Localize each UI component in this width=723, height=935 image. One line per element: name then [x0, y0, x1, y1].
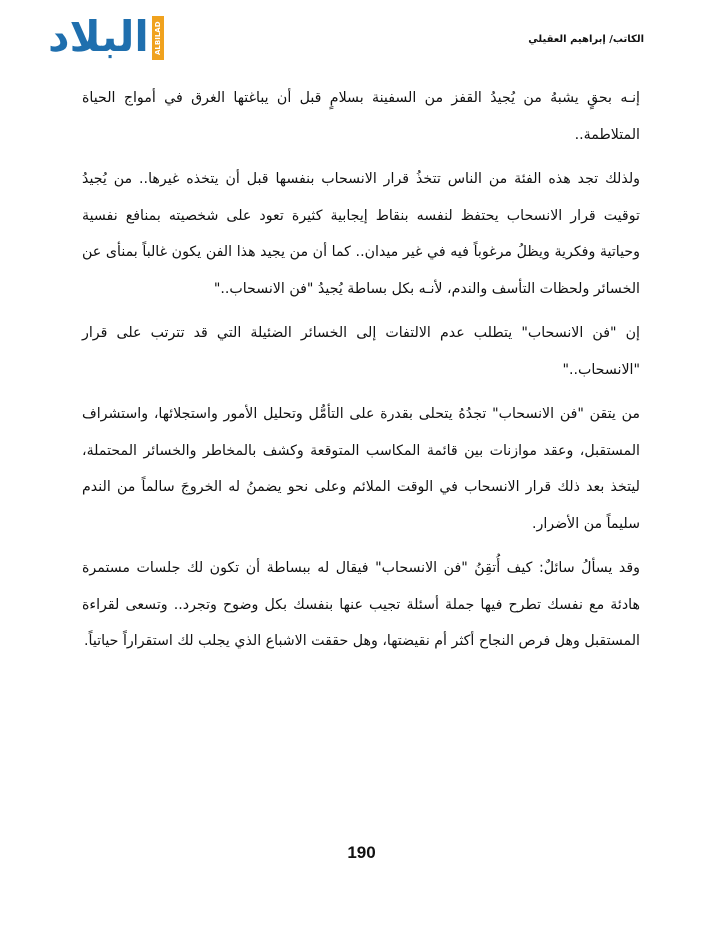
logo-tag: ALBILAD TV	[152, 16, 164, 60]
article-body	[82, 80, 640, 668]
albilad-logo	[48, 14, 182, 66]
paragraph-4: من يتقن "فن الانسحاب" تجدُهُ يتحلى بقدرة على التأمُّل وتحليل الأمور واستجلائها، واستشراف المستقبل، وعقد موازنات بين قائمة المكاسب المتوقعة وكشف بالمخاطر والخسائر المحتملة، ليتخذ بعد ذلك قرار الانسحاب في الوقت الملائم وعلى نحو يضمنُ له الخروجَ سالماً من الندم سليماً من الأضرار.	[82, 406, 640, 532]
paragraph-1: إنـه بحقٍ يشبهُ من يُجيدُ القفز من السفينة بسلامٍ قبل أن يباغتها الغرق في أمواج الحياة المتلاطمة..	[82, 90, 640, 143]
paragraph-3: إن "فن الانسحاب" يتطلب عدم الالتفات إلى الخسائر الضئيلة التي قد تترتب على قرار "الانسحاب.."	[82, 325, 640, 378]
paragraph-2: ولذلك تجد هذه الفئة من الناس تتخذُ قرار الانسحاب بنفسها قبل أن يتخذه غيرها.. من يُجيدُ توقيت قرار الانسحاب يحتفظ لنفسه بنقاط إيجابية كثيرة تعود على شخصيته بمنافع نفسية وحياتية وفكرية ويظلُ مرغوباً فيه في غير ميدان.. كما أن من يجيد هذا الفن يكون غالباً بمنأى عن الخسائر ولحظات التأسف والندم، لأنـه بكل بساطة يُجيدُ "فن الانسحاب.."	[82, 171, 640, 297]
author-line: الكاتب/ إبراهيم العقيلي	[528, 34, 644, 45]
paragraph-5: وقد يسألُ سائلٌ: كيف أُتقِنُ "فن الانسحاب" فيقال له ببساطة أن تكون لك جلسات مستمرة هادئة مع نفسك تطرح فيها جملة أسئلة تجيب عنها بنفسك بكل وضوح وتجرد.. وتسعى لقراءة المستقبل وهل فرص النجاح أكثر أم نقيضتها، وهل حققت الاشباع الذي يجلب لك استقراراً حياتياً.	[82, 560, 640, 649]
page-number: 190	[347, 843, 376, 862]
logo-wordmark: البلاد	[48, 12, 149, 61]
